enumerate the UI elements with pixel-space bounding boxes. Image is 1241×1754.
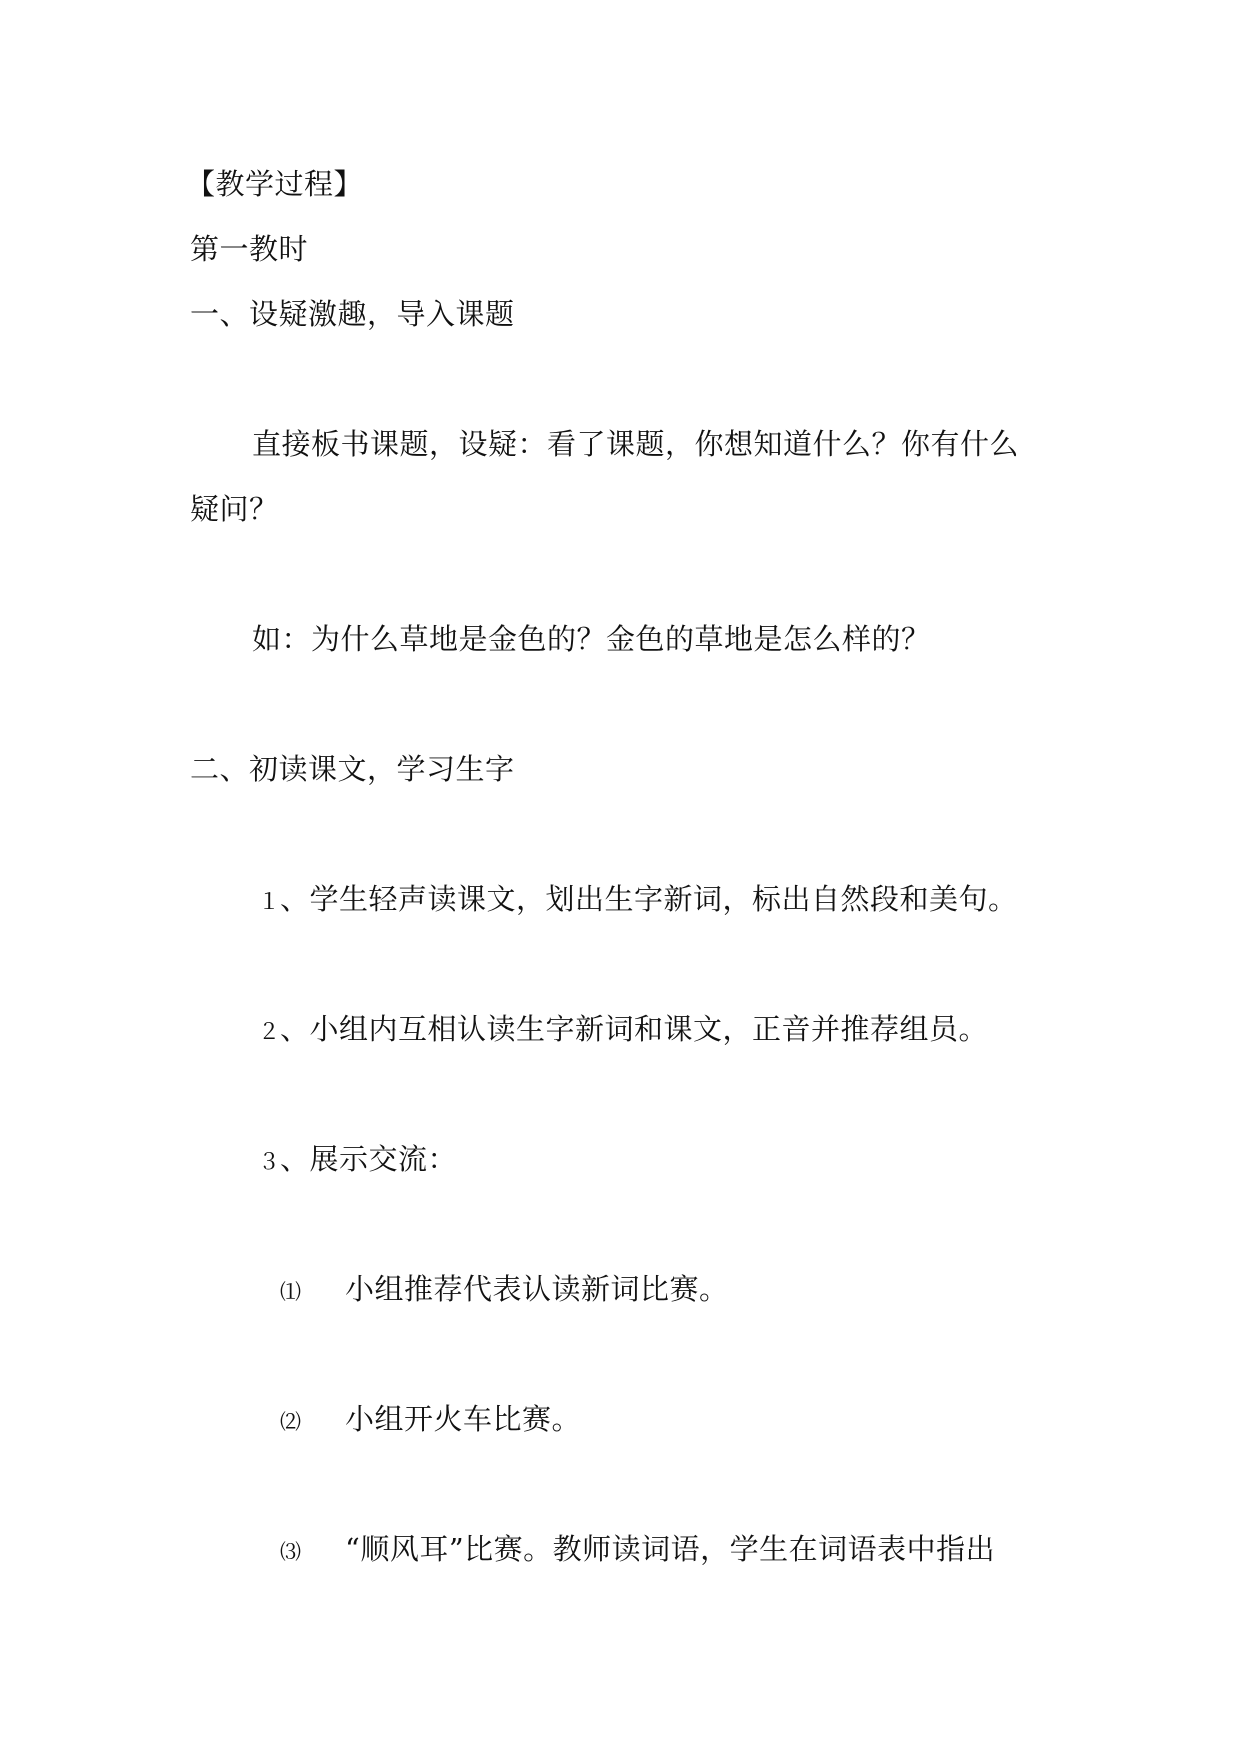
subitem-2 <box>280 1399 302 1442</box>
part1-paragraph2: 如：为什么草地是金色的？金色的草地是怎么样的？ <box>252 622 931 656</box>
step-number: ３ <box>258 1150 281 1175</box>
subitem-1 <box>280 1269 302 1312</box>
part2-title: 二、初读课文，学习生字 <box>190 752 515 786</box>
part1-title: 一、设疑激趣，导入课题 <box>190 297 515 331</box>
section-heading: 【教学过程】 <box>186 167 364 201</box>
lesson-period: 第一教时 <box>190 232 309 266</box>
step-1 <box>258 879 1018 923</box>
subitem-marker: ⑴ <box>280 1280 302 1304</box>
step-3 <box>258 1139 457 1183</box>
step-number: １ <box>258 890 281 915</box>
subitem-marker: ⑵ <box>280 1410 302 1434</box>
subitem-1-text: 小组推荐代表认读新词比赛。 <box>345 1272 729 1306</box>
subitem-3-text: “顺风耳”比赛。教师读词语，学生在词语表中指出 <box>345 1532 996 1566</box>
subitem-marker: ⑶ <box>280 1540 302 1564</box>
subitem-3 <box>280 1529 302 1572</box>
step-text: 、小组内互相认读生字新词和课文，正音并推荐组员。 <box>280 1012 989 1046</box>
step-2 <box>258 1009 988 1053</box>
part1-paragraph1-line2: 疑问？ <box>190 492 279 526</box>
part1-paragraph1-line1: 直接板书课题，设疑：看了课题，你想知道什么？你有什么 <box>252 427 1020 461</box>
subitem-2-text: 小组开火车比赛。 <box>345 1402 582 1436</box>
step-text: 、展示交流： <box>280 1142 458 1176</box>
step-text: 、学生轻声读课文，划出生字新词，标出自然段和美句。 <box>280 882 1018 916</box>
step-number: ２ <box>258 1020 281 1045</box>
